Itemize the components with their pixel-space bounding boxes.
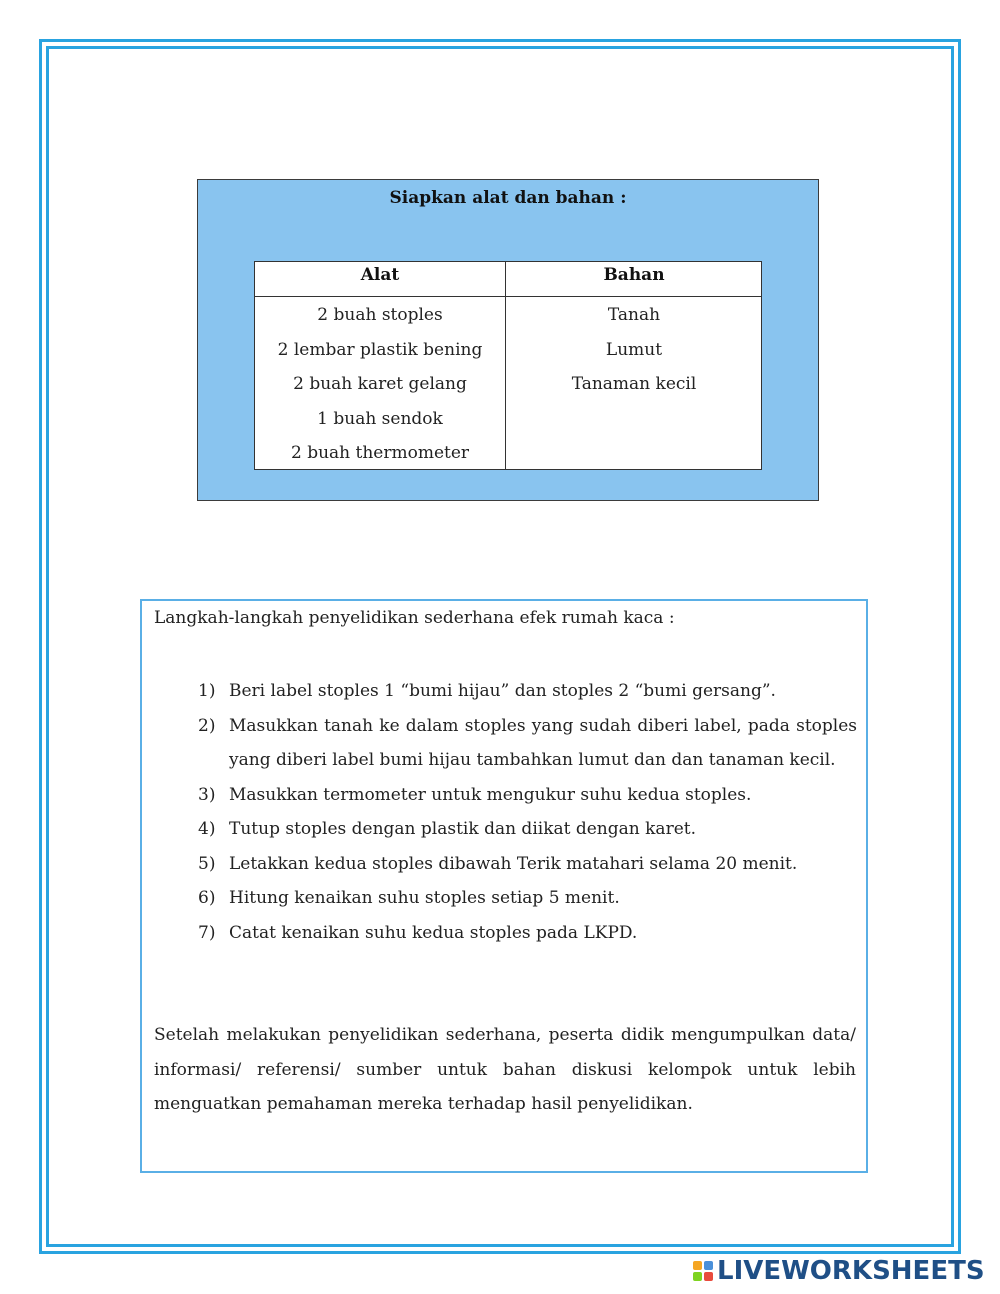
bahan-item: Tanah [607,305,661,325]
steps-intro: Langkah-langkah penyelidikan sederhana efek rumah kaca : [154,608,675,628]
step-text: Tutup stoples dengan plastik dan diikat dengan karet. [229,819,696,839]
bahan-item: Lumut [605,339,663,360]
step-text: Beri label stoples 1 “bumi hijau” dan stoples 2 “bumi gersang”. [229,681,776,701]
step-item [198,674,857,709]
step-text: Masukkan tanah ke dalam stoples yang sudah diberi label, pada stoples yang diberi label bumi hijau tambahkan lumut dan dan tanaman kecil. [229,715,857,770]
step-text: Catat kenaikan suhu kedua stoples pada LKPD. [229,922,638,943]
liveworksheets-logo[interactable] [693,1257,985,1285]
steps-panel [140,599,868,1173]
step-item [198,812,857,847]
alat-list [255,298,505,471]
alat-item: 2 buah karet gelang [293,374,467,394]
step-text: Masukkan termometer untuk mengukur suhu kedua stoples. [229,784,752,805]
liveworksheets-wordmark: LIVEWORKSHEETS [717,1256,985,1286]
materials-title: Siapkan alat dan bahan : [389,188,627,208]
materials-table-header [255,262,761,297]
step-text: Letakkan kedua stoples dibawah Terik matahari selama 20 menit. [229,853,798,874]
closing-paragraph: Setelah melakukan penyelidikan sederhana, peserta didik mengumpulkan data/ informasi/ referensi/ sumber untuk bahan diskusi kelompok untuk lebih menguatkan pemahaman mereka terhadap hasil penyelidikan. [154,1025,856,1114]
step-number: 4) [198,819,216,839]
step-number: 3) [198,784,216,805]
alat-item: 2 buah thermometer [290,443,470,463]
column-header-alat: Alat [360,265,400,285]
liveworksheets-icon [693,1261,713,1281]
step-number: 1) [198,681,216,701]
materials-panel [197,179,819,501]
steps-list [198,674,857,950]
step-number: 6) [198,888,216,908]
step-item [198,709,857,778]
alat-item: 2 buah stoples [317,305,443,325]
bahan-list [506,298,762,402]
alat-item: 1 buah sendok [317,408,443,429]
alat-item: 2 lembar plastik bening [277,339,483,360]
step-item [198,847,857,882]
materials-table [254,261,762,470]
step-item [198,881,857,916]
step-item [198,916,857,951]
step-number: 5) [198,853,216,874]
step-number: 7) [198,922,216,943]
step-number: 2) [198,715,216,736]
step-item [198,778,857,813]
step-text: Hitung kenaikan suhu stoples setiap 5 menit. [229,888,620,908]
column-header-bahan: Bahan [603,265,665,285]
bahan-item: Tanaman kecil [571,374,697,394]
